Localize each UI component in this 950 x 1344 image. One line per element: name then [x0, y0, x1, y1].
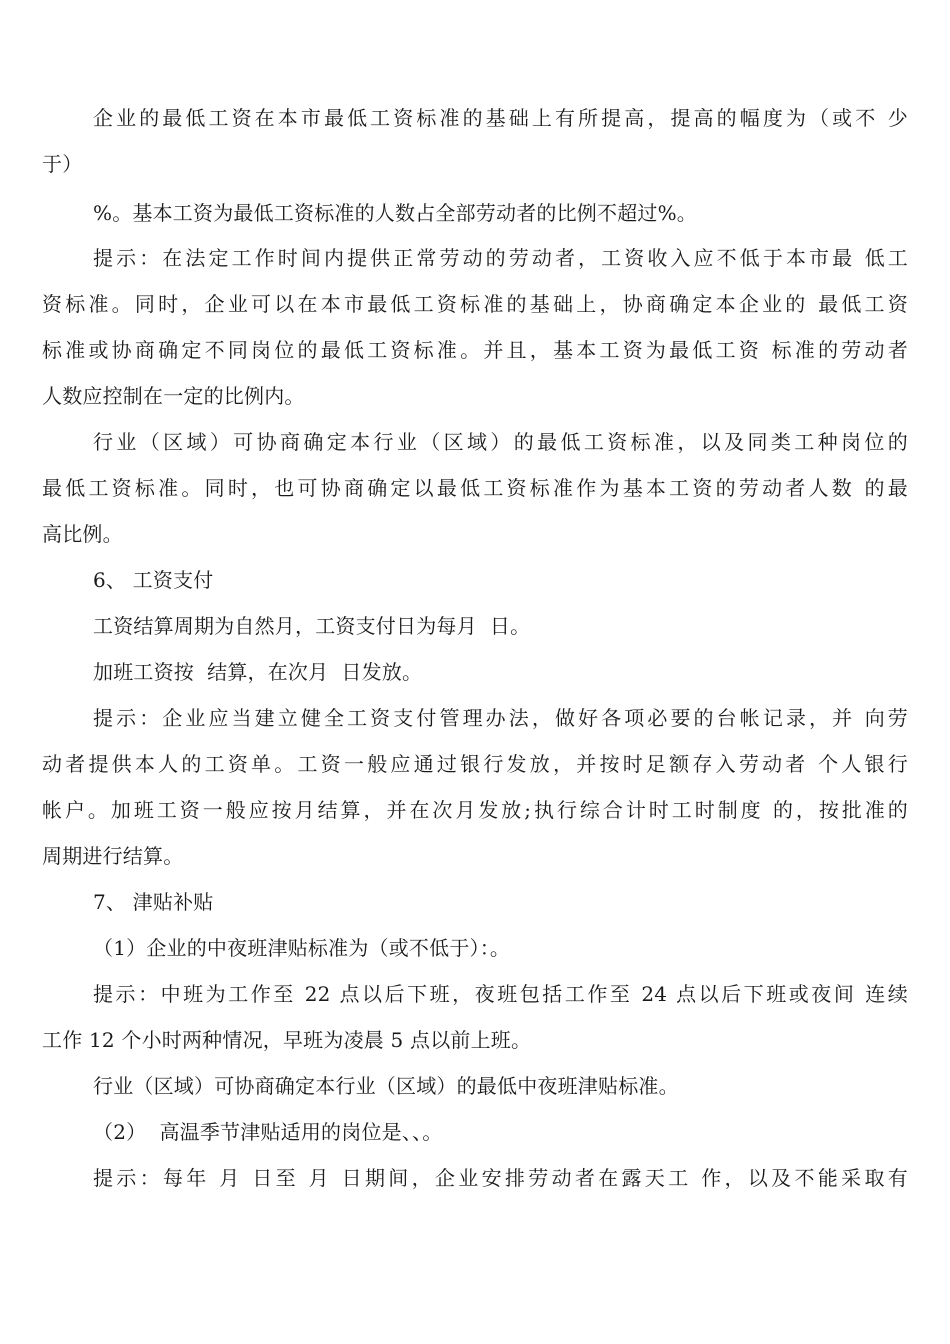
payment-hint-line-1: 提示：企业应当建立健全工资支付管理办法，做好各项必要的台帐记录，并 向劳: [93, 706, 908, 730]
hint-line-3: 标准或协商确定不同岗位的最低工资标准。并且，基本工资为最低工资 标准的劳动者: [42, 338, 908, 362]
paragraph-line-2: 于）: [42, 152, 83, 176]
hint-line-2: 资标准。同时，企业可以在本市最低工资标准的基础上，协商确定本企业的 最低工资: [42, 292, 908, 316]
payment-hint-line-3: 帐户。加班工资一般应按月结算，并在次月发放;执行综合计时工时制度 的，按批准的: [42, 798, 908, 822]
night-shift-hint-line-1: 提示：中班为工作至 22 点以后下班，夜班包括工作至 24 点以后下班或夜间 连续: [93, 982, 908, 1006]
payment-hint-line-2: 动者提供本人的工资单。工资一般应通过银行发放，并按时足额存入劳动者 个人银行: [42, 752, 908, 776]
night-shift-hint-line-2: 工作 12 个小时两种情况，早班为凌晨 5 点以前上班。: [42, 1028, 532, 1052]
high-temperature-allowance-line: （2） 高温季节津贴适用的岗位是、、。: [93, 1120, 443, 1144]
night-shift-allowance-line: （1）企业的中夜班津贴标准为（或不低于）：。: [93, 936, 511, 960]
payment-hint-line-4: 周期进行结算。: [42, 844, 184, 868]
paragraph-line-1: 企业的最低工资在本市最低工资标准的基础上有所提高，提高的幅度为（或不 少: [93, 106, 908, 130]
section-heading-wage-payment: 6、 工资支付: [93, 568, 214, 592]
industry-line-2: 最低工资标准。同时，也可协商确定以最低工资标准作为基本工资的劳动者人数 的最: [42, 476, 908, 500]
hint-line-1: 提示：在法定工作时间内提供正常劳动的劳动者，工资收入应不低于本市最 低工: [93, 246, 908, 270]
industry-line-1: 行业（区域）可协商确定本行业（区域）的最低工资标准，以及同类工种岗位的: [93, 430, 908, 454]
high-temperature-hint-line: 提示：每年 月 日至 月 日期间，企业安排劳动者在露天工 作，以及不能采取有: [93, 1166, 908, 1190]
industry-night-shift-line: 行业（区域）可协商确定本行业（区域）的最低中夜班津贴标准。: [93, 1074, 679, 1098]
section-heading-allowances: 7、 津贴补贴: [93, 890, 214, 914]
paragraph-line-3: %。基本工资为最低工资标准的人数占全部劳动者的比例不超过%。: [93, 201, 698, 225]
hint-line-4: 人数应控制在一定的比例内。: [42, 384, 305, 408]
industry-line-3: 高比例。: [42, 522, 123, 546]
overtime-pay-line: 加班工资按 结算，在次月 日发放。: [93, 660, 423, 684]
payment-cycle-line: 工资结算周期为自然月，工资支付日为每月 日。: [93, 614, 531, 638]
